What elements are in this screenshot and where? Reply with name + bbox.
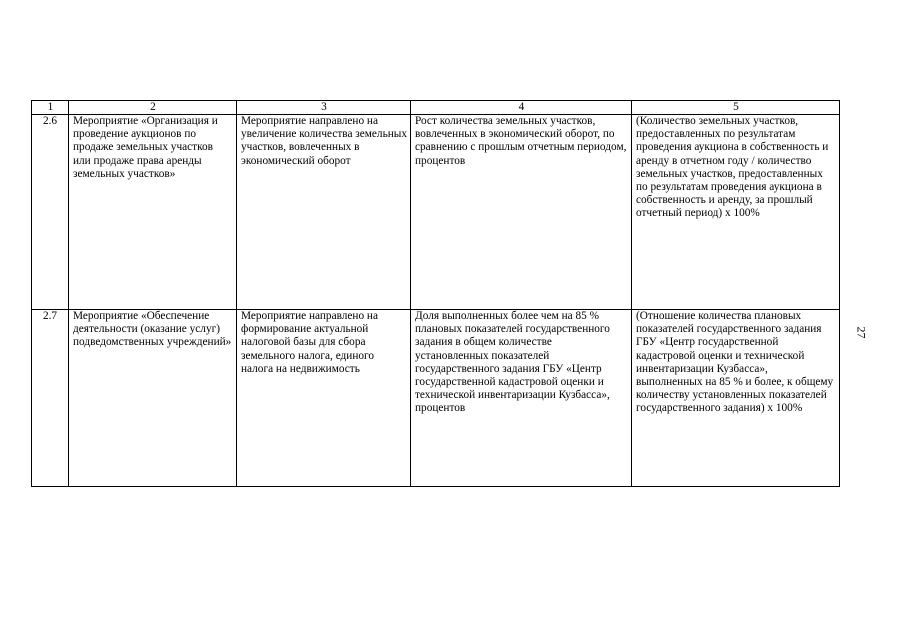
measures-table	[31, 100, 840, 487]
page-number: 27	[854, 326, 869, 339]
event-purpose-cell: Мероприятие направлено на формирование актуальной налоговой базы для сбора земельного налога, единого налога на недвижимость	[237, 310, 411, 487]
header-col-4: 4	[411, 101, 632, 115]
table-header-row	[32, 101, 840, 115]
row-number: 2.6	[32, 115, 69, 310]
header-col-3: 3	[237, 101, 411, 115]
table-row	[32, 115, 840, 310]
header-col-2: 2	[69, 101, 237, 115]
event-purpose-cell: Мероприятие направлено на увеличение количества земельных участков, вовлеченных в экономический оборот	[237, 115, 411, 310]
indicator-cell: Доля выполненных более чем на 85 % плановых показателей государственного задания в общем количестве установленных показателей государственного задания ГБУ «Центр государственной кадастровой оценки и технической инвентаризации Кузбасса», процентов	[411, 310, 632, 487]
event-name-cell: Мероприятие «Обеспечение деятельности (оказание услуг) подведомственных учреждений»	[69, 310, 237, 487]
formula-cell: (Количество земельных участков, предоставленных по результатам проведения аукциона в собственность и аренду в отчетном году / количество земельных участков, предоставленных по результатам проведения аукциона в собственность и аренду, за прошлый отчетный период) х 100%	[632, 115, 840, 310]
indicator-cell: Рост количества земельных участков, вовлеченных в экономический оборот, по сравнению с прошлым отчетным периодом, процентов	[411, 115, 632, 310]
header-col-1: 1	[32, 101, 69, 115]
event-name-cell: Мероприятие «Организация и проведение аукционов по продаже земельных участков или продаже права аренды земельных участков»	[69, 115, 237, 310]
row-number: 2.7	[32, 310, 69, 487]
formula-cell: (Отношение количества плановых показателей государственного задания ГБУ «Центр государственной кадастровой оценки и технической инвентаризации Кузбасса», выполненных на 85 % и более, к общему количеству установленных показателей государственного задания) х 100%	[632, 310, 840, 487]
header-col-5: 5	[632, 101, 840, 115]
table-row	[32, 310, 840, 487]
